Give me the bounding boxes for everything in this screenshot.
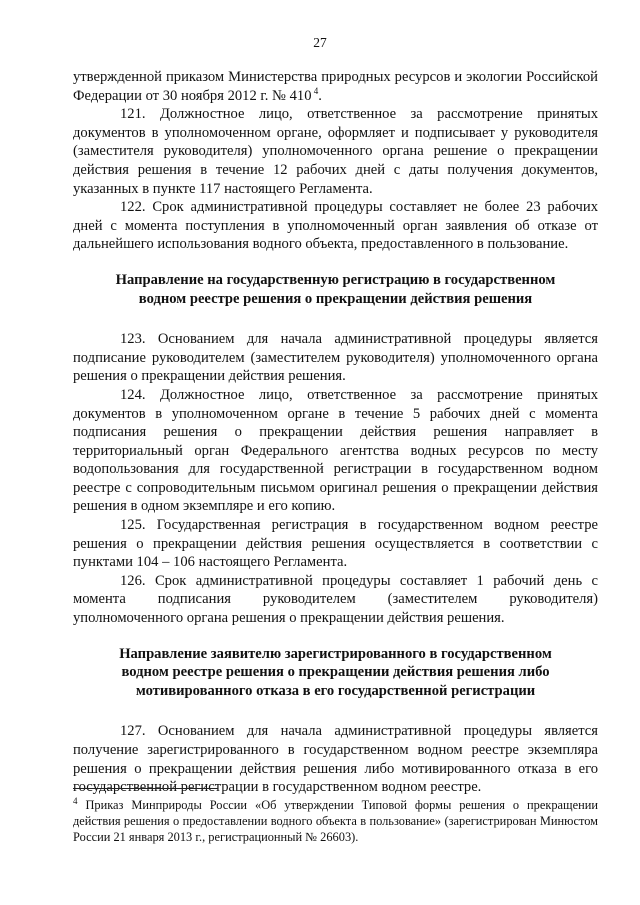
paragraph-intro-end: . xyxy=(318,87,322,104)
paragraph-123: 123. Основанием для начала административной процедуры является подписание руководителем (заместителем руководителя) уполномоченного органа решения о прекращении действия решения. xyxy=(73,331,598,385)
section-heading-sending: Направление заявителю зарегистрированного в государственном водном реестре решения о прекращении действия решения либо мотивированного отказа в его государственной регистрации xyxy=(119,645,552,699)
paragraph-121: 121. Должностное лицо, ответственное за рассмотрение принятых документов в уполномоченном органе, оформляет и подписывает у руководителя (заместителя руководителя) уполномоченного органа решение о прекращении действия решения в течение 12 рабочих дней с даты получения документов, указанных в пункте 117 настоящего Регламента. xyxy=(73,106,598,197)
document-body xyxy=(73,68,598,797)
paragraph-126: 126. Срок административной процедуры составляет 1 рабочий день с момента подписания руководителем (заместителем руководителя) уполномоченного органа решения о прекращении действия решения. xyxy=(73,572,598,627)
paragraph-122: 122. Срок административной процедуры составляет не более 23 рабочих дней с момента поступления в уполномоченный орган заявления об отказе от дальнейшего использования водного объекта, предоставленного в пользование. xyxy=(73,199,598,253)
paragraph-127: 127. Основанием для начала административной процедуры является получение зарегистрированного в государственном водном реестре экземпляра решения о прекращении действия решения либо мотивированного отказа в его государственной регистрации в государственном водном реестре. xyxy=(73,723,598,796)
page-number: 27 xyxy=(313,35,327,50)
footnote-separator xyxy=(73,788,218,789)
footnote-reference: 4 xyxy=(313,85,319,96)
paragraph-125: 125. Государственная регистрация в государственном водном реестре решения о прекращении действия решения осуществляется в соответствии с пунктами 104 – 106 настоящего Регламента. xyxy=(73,517,598,571)
paragraph-intro-text: утвержденной приказом Министерства природных ресурсов и экологии Российской Федерации от 30 ноября 2012 г. № 410 xyxy=(73,69,598,104)
footnote xyxy=(73,797,598,845)
paragraph-intro xyxy=(73,68,598,105)
footnote-text: Приказ Минприроды России «Об утверждении Типовой формы решения о прекращении действия решения о предоставлении водного объекта в пользование» (зарегистрирован Минюстом России 21 января 2013 г., регистрационный № 26603). xyxy=(73,798,598,844)
footnote-mark: 4 xyxy=(73,795,78,806)
section-heading-registration: Направление на государственную регистрацию в государственном водном реестре решения о прекращении действия решения xyxy=(115,271,556,307)
paragraph-124: 124. Должностное лицо, ответственное за рассмотрение принятых документов в уполномоченном органе в течение 5 рабочих дней с момента подписания решения о прекращении действия решения направляет в территориальный орган Федерального агентства водных ресурсов по месту водопользования для государственной регистрации в государственном водном реестре с сопроводительным письмом оригинал решения о прекращении действия решения в одном экземпляре и его копию. xyxy=(73,386,598,515)
